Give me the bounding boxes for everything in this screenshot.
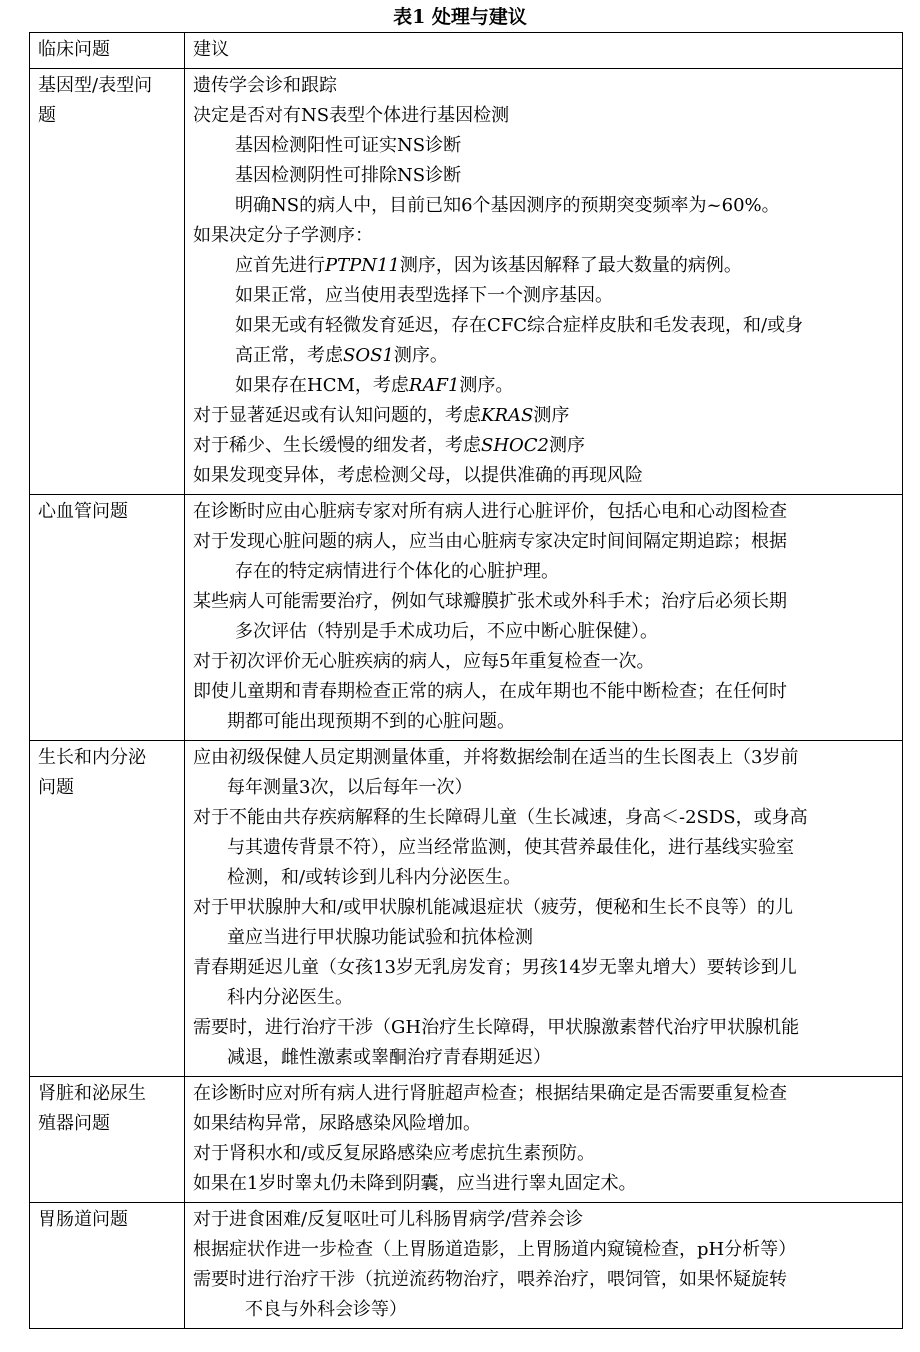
- table-row: [30, 69, 903, 495]
- table-title: 表1 处理与建议: [393, 6, 527, 28]
- recommendation-item: 应首先进行PTPN11测序，因为该基因解释了最大数量的病例。: [235, 255, 742, 276]
- recommendation-item-continued: 每年测量3次，以后每年一次）: [227, 777, 473, 798]
- recommendation-cell: [185, 495, 903, 741]
- recommendation-item: 如果发现变异体，考虑检测父母，以提供准确的再现风险: [193, 465, 643, 486]
- recommendation-item-continued: 科内分泌医生。: [227, 987, 353, 1008]
- recommendation-item: 根据症状作进一步检查（上胃肠道造影，上胃肠道内窥镜检查，pH分析等）: [193, 1239, 797, 1260]
- gene-name: PTPN11: [325, 255, 400, 276]
- gene-name: RAF1: [408, 375, 460, 396]
- recommendation-item: 某些病人可能需要治疗，例如气球瓣膜扩张术或外科手术；治疗后必须长期: [193, 591, 787, 612]
- table-row: [30, 741, 903, 1077]
- recommendation-item: 基因检测阴性可排除NS诊断: [235, 165, 462, 186]
- header-clinical-problem: 临床问题: [30, 33, 185, 69]
- header-recommendation: 建议: [185, 33, 903, 69]
- recommendation-item: 如果正常，应当使用表型选择下一个测序基因。: [235, 285, 613, 306]
- gene-name: KRAS: [481, 405, 534, 426]
- recommendation-cell: [185, 1203, 903, 1329]
- table-row: [30, 495, 903, 741]
- problem-text: 心血管问题: [38, 501, 128, 522]
- recommendation-item: 对于甲状腺肿大和/或甲状腺机能减退症状（疲劳，便秘和生长不良等）的儿: [193, 897, 794, 918]
- table-row: [30, 1203, 903, 1329]
- recommendation-item-continued: 存在的特定病情进行个体化的心脏护理。: [235, 561, 559, 582]
- recommendation-item: 对于初次评价无心脏疾病的病人，应每5年重复检查一次。: [193, 651, 655, 672]
- recommendation-item: 决定是否对有NS表型个体进行基因检测: [193, 105, 510, 126]
- recommendation-item: 明确NS的病人中，目前已知6个基因测序的预期突变频率为~60%。: [235, 195, 780, 216]
- recommendations-table: [29, 32, 903, 1329]
- recommendation-item: 如果在1岁时睾丸仍未降到阴囊，应当进行睾丸固定术。: [193, 1173, 637, 1194]
- gene-name: SHOC2: [481, 435, 550, 456]
- problem-text: 基因型/表型问: [38, 75, 153, 96]
- recommendation-item-continued: 不良与外科会诊等）: [245, 1299, 407, 1320]
- problem-text: 殖器问题: [38, 1113, 110, 1134]
- problem-text: 胃肠道问题: [38, 1209, 128, 1230]
- recommendation-cell: [185, 741, 903, 1077]
- table-row: [30, 1077, 903, 1203]
- recommendation-item-continued: 减退，雌性激素或睾酮治疗青春期延迟）: [227, 1047, 551, 1068]
- recommendation-item: 对于发现心脏问题的病人，应当由心脏病专家决定时间间隔定期追踪；根据: [193, 531, 787, 552]
- recommendation-item-continued: 与其遗传背景不符），应当经常监测，使其营养最佳化，进行基线实验室: [227, 837, 794, 858]
- recommendation-item: 如果结构异常，尿路感染风险增加。: [193, 1113, 481, 1134]
- recommendation-item-continued: 期都可能出现预期不到的心脏问题。: [227, 711, 515, 732]
- recommendation-item: 如果决定分子学测序：: [193, 225, 373, 246]
- recommendation-item: 在诊断时应对所有病人进行肾脏超声检查；根据结果确定是否需要重复检查: [193, 1083, 787, 1104]
- problem-text: 生长和内分泌: [38, 747, 146, 768]
- recommendation-item: 如果存在HCM，考虑RAF1测序。: [235, 375, 514, 396]
- recommendation-item: 应由初级保健人员定期测量体重，并将数据绘制在适当的生长图表上（3岁前: [193, 747, 799, 768]
- table-header-row: [30, 33, 903, 69]
- recommendation-item: 需要时进行治疗干涉（抗逆流药物治疗，喂养治疗，喂饲管，如果怀疑旋转: [193, 1269, 787, 1290]
- recommendation-item: 需要时，进行治疗干涉（GH治疗生长障碍，甲状腺激素替代治疗甲状腺机能: [193, 1017, 800, 1038]
- recommendation-item: 对于肾积水和/或反复尿路感染应考虑抗生素预防。: [193, 1143, 596, 1164]
- problem-cell: [30, 1203, 185, 1329]
- recommendation-cell: [185, 1077, 903, 1203]
- recommendation-item: 即使儿童期和青春期检查正常的病人，在成年期也不能中断检查；在任何时: [193, 681, 787, 702]
- recommendation-item-continued: 童应当进行甲状腺功能试验和抗体检测: [227, 927, 533, 948]
- recommendation-item: 对于不能由共存疾病解释的生长障碍儿童（生长减速，身高＜-2SDS，或身高: [193, 807, 808, 828]
- problem-text: 肾脏和泌尿生: [38, 1083, 146, 1104]
- recommendation-item-continued: 检测，和/或转诊到儿科内分泌医生。: [227, 867, 522, 888]
- recommendation-item-continued: 高正常，考虑SOS1测序。: [235, 345, 448, 366]
- problem-cell: [30, 741, 185, 1077]
- recommendation-item: 基因检测阳性可证实NS诊断: [235, 135, 462, 156]
- recommendation-item: 对于稀少、生长缓慢的细发者，考虑SHOC2测序: [193, 435, 586, 456]
- recommendation-item: 遗传学会诊和跟踪: [193, 75, 337, 96]
- recommendation-item-continued: 多次评估（特别是手术成功后，不应中断心脏保健）。: [235, 621, 658, 642]
- problem-text: 题: [38, 105, 56, 126]
- problem-cell: [30, 495, 185, 741]
- problem-cell: [30, 1077, 185, 1203]
- recommendation-item: 在诊断时应由心脏病专家对所有病人进行心脏评价，包括心电和心动图检查: [193, 501, 787, 522]
- problem-cell: [30, 69, 185, 495]
- recommendation-item: 对于显著延迟或有认知问题的，考虑KRAS测序: [193, 405, 570, 426]
- gene-name: SOS1: [343, 345, 394, 366]
- recommendation-item: 青春期延迟儿童（女孩13岁无乳房发育；男孩14岁无睾丸增大）要转诊到儿: [193, 957, 797, 978]
- recommendation-item: 如果无或有轻微发育延迟，存在CFC综合症样皮肤和毛发表现，和/或身: [235, 315, 804, 336]
- problem-text: 问题: [38, 777, 74, 798]
- recommendation-item: 对于进食困难/反复呕吐可儿科肠胃病学/营养会诊: [193, 1209, 584, 1230]
- recommendation-cell: [185, 69, 903, 495]
